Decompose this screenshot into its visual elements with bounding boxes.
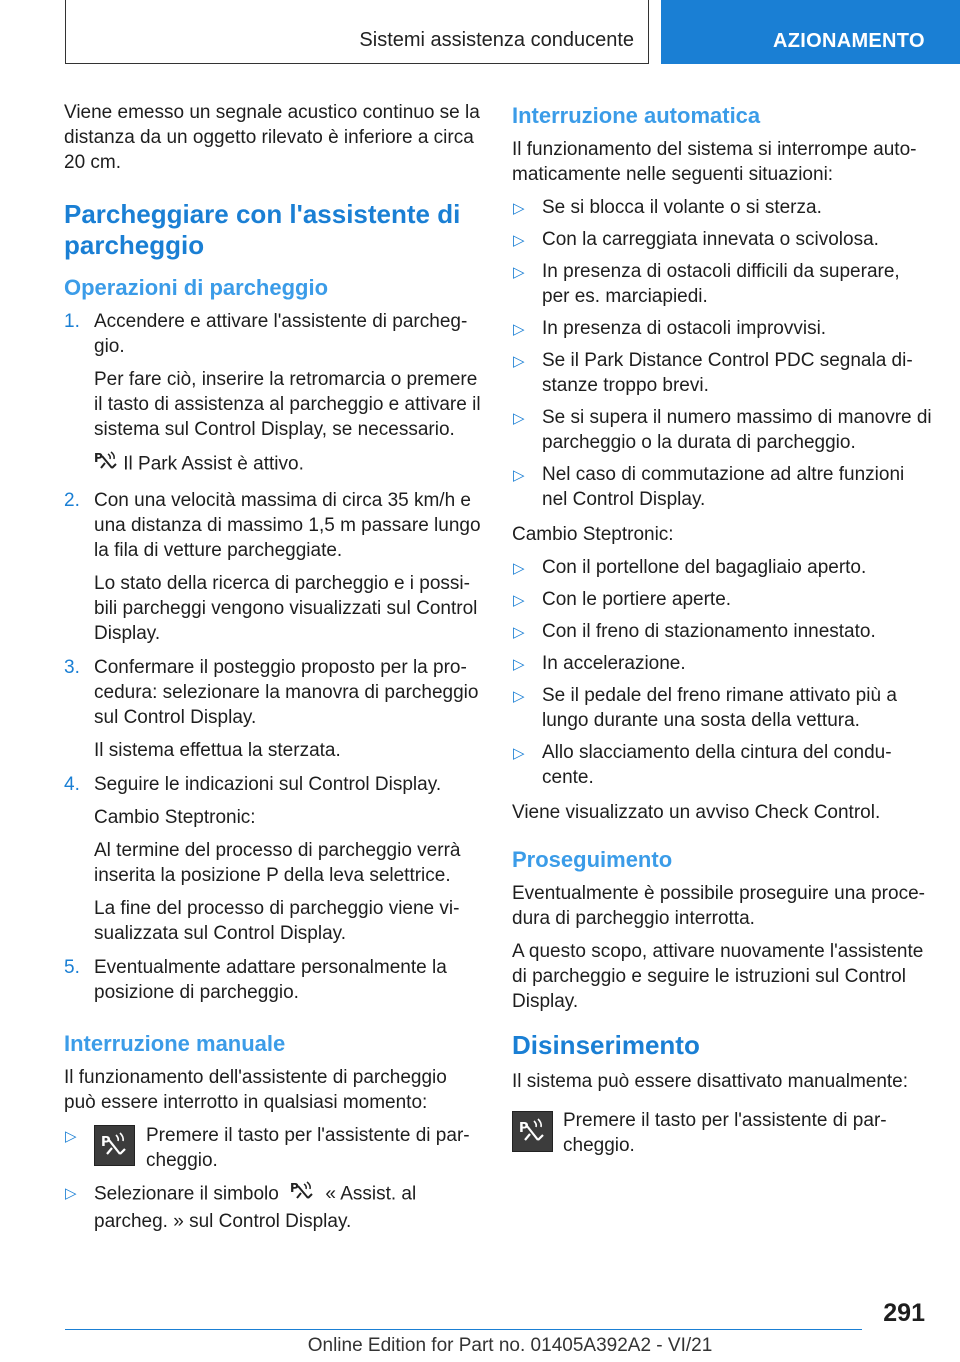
triangle-bullet-icon: ▷ — [513, 592, 525, 609]
svg-text:P: P — [101, 1135, 111, 1150]
triangle-bullet-icon: ▷ — [65, 1128, 77, 1145]
list-item — [512, 683, 932, 733]
manual-item-suffix: « Assist. al parcheg. » sul Control Display. — [94, 1183, 417, 1232]
manual-intro: Il funzionamento dell'assistente di parcheggio può essere interrotto in qualsiasi momento: — [64, 1067, 447, 1113]
list-item-text: Nel caso di commutazione ad altre funzioni nel Control Display. — [542, 464, 905, 510]
triangle-bullet-icon: ▷ — [513, 467, 525, 484]
triangle-bullet-icon: ▷ — [513, 264, 525, 281]
step-text: Eventualmente adattare personalmente la posizione di parcheggio. — [94, 957, 447, 1003]
step-2 — [64, 488, 482, 646]
list-item-text: Con la carreggiata innevata o scivolosa. — [542, 229, 879, 250]
list-item — [512, 405, 932, 455]
list-item — [512, 619, 932, 644]
list-item — [512, 316, 932, 341]
steptronic-label: Cambio Steptronic: — [512, 524, 674, 545]
list-item-text: Se il pedale del freno rimane attivato più a lungo durante una sosta della vettura. — [542, 685, 897, 731]
manual-item-prefix: Selezionare il simbolo — [94, 1183, 279, 1205]
page-number: 291 — [883, 1299, 925, 1327]
list-item — [512, 259, 932, 309]
park-assist-icon — [290, 1180, 314, 1209]
right-column — [512, 100, 932, 1166]
triangle-bullet-icon: ▷ — [65, 1185, 77, 1202]
heading-parking-operations: Operazioni di parcheggio — [64, 275, 329, 300]
intro-paragraph: Viene emesso un segnale acustico continuo se la distanza da un oggetto rilevato è inferiore a circa 20 cm. — [64, 102, 480, 173]
check-control-note: Viene visualizzato un avviso Check Control. — [512, 802, 881, 823]
list-item — [512, 740, 932, 790]
step-detail: Cambio Steptronic: — [94, 807, 256, 828]
deactivation-text: Premere il tasto per l'assistente di par‐cheggio. — [563, 1110, 887, 1156]
step-number: 5. — [64, 957, 80, 978]
triangle-bullet-icon: ▷ — [513, 200, 525, 217]
step-3 — [64, 655, 482, 763]
heading-deactivation: Disinserimento — [512, 1030, 700, 1060]
step-text: Seguire le indicazioni sul Control Display. — [94, 774, 442, 795]
triangle-bullet-icon: ▷ — [513, 410, 525, 427]
list-item-text: Allo slacciamento della cintura del condu‐cente. — [542, 742, 892, 788]
step-number: 4. — [64, 774, 80, 795]
step-text: Accendere e attivare l'assistente di parcheg‐gio. — [94, 311, 468, 357]
heading-park-assistant: Parcheggiare con l'assistente di parcheggio — [64, 199, 461, 260]
step-number: 1. — [64, 311, 80, 332]
list-item-text: In presenza di ostacoli improvvisi. — [542, 318, 827, 339]
deactivation-intro: Il sistema può essere disattivato manualmente: — [512, 1071, 909, 1092]
step-number: 2. — [64, 490, 80, 511]
step-note-text: Il Park Assist è attivo. — [123, 453, 304, 475]
svg-text:P: P — [94, 451, 103, 465]
triangle-bullet-icon: ▷ — [513, 353, 525, 370]
list-item-text: Con le portiere aperte. — [542, 589, 732, 610]
list-item — [512, 462, 932, 512]
continuation-paragraph-1: Eventualmente è possibile proseguire una proce‐dura di parcheggio interrotta. — [512, 883, 925, 929]
triangle-bullet-icon: ▷ — [513, 688, 525, 705]
manual-list — [64, 1123, 482, 1234]
edition-note: Online Edition for Part no. 01405A392A2 - VI/21 — [307, 1335, 713, 1356]
triangle-bullet-icon: ▷ — [513, 232, 525, 249]
left-column — [64, 100, 482, 1244]
step-detail: Il sistema effettua la sterzata. — [94, 740, 341, 761]
park-assist-button-icon — [512, 1111, 553, 1152]
list-item — [512, 195, 932, 220]
triangle-bullet-icon: ▷ — [513, 624, 525, 641]
svg-text:P: P — [290, 1181, 299, 1195]
step-1 — [64, 309, 482, 479]
step-number: 3. — [64, 657, 80, 678]
list-item-text: In presenza di ostacoli difficili da superare, per es. marciapiedi. — [542, 261, 900, 307]
list-item-text: In accelerazione. — [542, 653, 686, 674]
parking-steps — [64, 309, 482, 1005]
list-item — [512, 348, 932, 398]
continuation-paragraph-2: A questo scopo, attivare nuovamente l'assistente di parcheggio e seguire le istruzioni sul Control Display. — [512, 941, 924, 1012]
list-item — [512, 227, 932, 252]
manual-item-button — [64, 1123, 482, 1173]
triangle-bullet-icon: ▷ — [513, 745, 525, 762]
manual-item-symbol — [64, 1180, 482, 1234]
auto-intro: Il funzionamento del sistema si interrompe auto‐maticamente nelle seguenti situazioni: — [512, 139, 917, 185]
list-item-text: Con il freno di stazionamento innestato. — [542, 621, 876, 642]
svg-text:P: P — [519, 1121, 529, 1136]
step-detail: Per fare ciò, inserire la retromarcia o premere il tasto di assistenza al parcheggio e attivare il sistema sul Control Display, se necessario. — [94, 369, 481, 440]
step-detail: Lo stato della ricerca di parcheggio e i possi‐bili parcheggi vengono visualizzati sul Control Display. — [94, 573, 478, 644]
list-item-text: Se il Park Distance Control PDC segnala di‐stanze troppo brevi. — [542, 350, 913, 396]
header-frame — [65, 0, 649, 64]
list-item-text: Se si supera il numero massimo di manovre di parcheggio o la durata di parcheggio. — [542, 407, 932, 453]
chapter-tab-label: AZIONAMENTO — [773, 30, 925, 52]
park-assist-icon — [94, 450, 118, 479]
triangle-bullet-icon: ▷ — [513, 321, 525, 338]
step-detail: La fine del processo di parcheggio viene vi‐sualizzata sul Control Display. — [94, 898, 460, 944]
chapter-tab — [661, 0, 960, 64]
heading-automatic-interruption: Interruzione automatica — [512, 103, 761, 128]
list-item-text: Se si blocca il volante o si sterza. — [542, 197, 822, 218]
step-note — [94, 450, 482, 479]
footer-divider — [65, 1329, 862, 1330]
step-text: Confermare il posteggio proposto per la pro‐cedura: selezionare la manovra di parcheggio sul Control Display. — [94, 657, 479, 728]
heading-manual-interruption: Interruzione manuale — [64, 1031, 286, 1056]
list-item — [512, 651, 932, 676]
triangle-bullet-icon: ▷ — [513, 656, 525, 673]
heading-continuation: Proseguimento — [512, 847, 673, 872]
step-4 — [64, 772, 482, 946]
manual-item-text: Premere il tasto per l'assistente di par‐cheggio. — [146, 1125, 470, 1171]
step-5 — [64, 955, 482, 1005]
list-item-text: Con il portellone del bagagliaio aperto. — [542, 557, 867, 578]
list-item — [512, 555, 932, 580]
deactivation-instruction — [512, 1108, 932, 1158]
step-text: Con una velocità massima di circa 35 km/h e una distanza di massimo 1,5 m passare lungo la fila di vetture parcheggiate. — [94, 490, 481, 561]
steptronic-list — [512, 555, 932, 790]
list-item — [512, 587, 932, 612]
section-title: Sistemi assistenza conducente — [359, 29, 634, 51]
auto-list — [512, 195, 932, 512]
step-detail: Al termine del processo di parcheggio verrà inserita la posizione P della leva selettrice. — [94, 840, 461, 886]
triangle-bullet-icon: ▷ — [513, 560, 525, 577]
